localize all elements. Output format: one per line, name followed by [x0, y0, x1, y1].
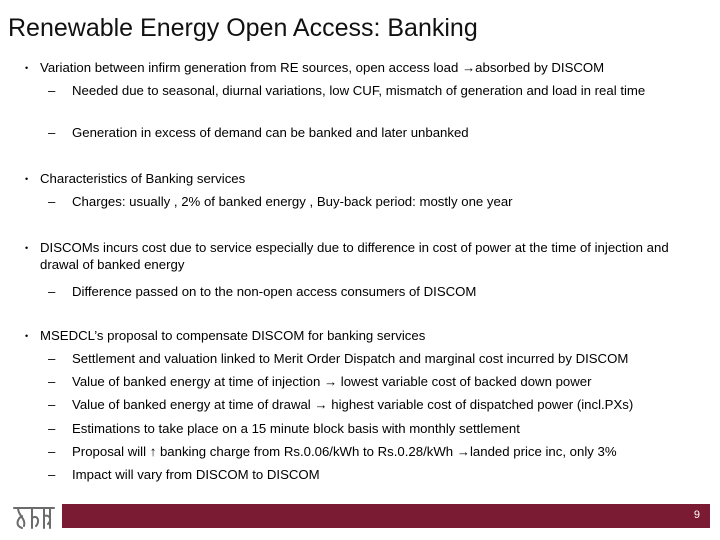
bullet-marker: • — [25, 331, 29, 341]
sub-text: Value of banked energy at time of drawal → highest variable cost of dispatched power (incl.PXs) — [72, 397, 634, 412]
sub-text: Difference passed on to the non-open access consumers of DISCOM — [72, 284, 477, 299]
bullet-marker: • — [25, 174, 29, 184]
dash-marker: – — [48, 284, 56, 299]
prayas-logo-icon — [12, 500, 56, 532]
dash-marker: – — [48, 83, 56, 98]
dash-marker: – — [48, 397, 56, 412]
dash-marker: – — [48, 125, 56, 140]
sub-text: Generation in excess of demand can be banked and later unbanked — [72, 125, 469, 140]
sub-text: Proposal will ↑ banking charge from Rs.0.06/kWh to Rs.0.28/kWh →landed price inc, only 3% — [72, 444, 617, 459]
dash-marker: – — [48, 421, 56, 436]
dash-marker: – — [48, 194, 56, 209]
sub-text: Value of banked energy at time of injection → lowest variable cost of backed down power — [72, 374, 592, 389]
sub-text: Impact will vary from DISCOM to DISCOM — [72, 467, 320, 482]
sub-text: Estimations to take place on a 15 minute block basis with monthly settlement — [72, 421, 520, 436]
bullet-marker: • — [25, 63, 29, 73]
bullet-2-text: Characteristics of Banking services — [40, 171, 246, 186]
sub-text: Charges: usually , 2% of banked energy , Buy-back period: mostly one year — [72, 194, 513, 209]
sub-text: Settlement and valuation linked to Merit Order Dispatch and marginal cost incurred by DISCOM — [72, 351, 629, 366]
bullet-1-text: Variation between infirm generation from RE sources, open access load →absorbed by DISCOM — [40, 60, 605, 75]
page-number: 9 — [693, 509, 700, 521]
dash-marker: – — [48, 444, 56, 459]
dash-marker: – — [48, 374, 56, 389]
bullet-3-text: DISCOMs incurs cost due to service especially due to difference in cost of power at the time of injection and drawal of banked energy — [40, 240, 669, 272]
footer-bar — [62, 504, 710, 528]
slide-title: Renewable Energy Open Access: Banking — [8, 14, 478, 42]
sub-text: Needed due to seasonal, diurnal variations, low CUF, mismatch of generation and load in real time — [72, 83, 646, 98]
dash-marker: – — [48, 467, 56, 482]
bullet-4-text: MSEDCL’s proposal to compensate DISCOM for banking services — [40, 328, 426, 343]
dash-marker: – — [48, 351, 56, 366]
bullet-marker: • — [25, 243, 29, 253]
